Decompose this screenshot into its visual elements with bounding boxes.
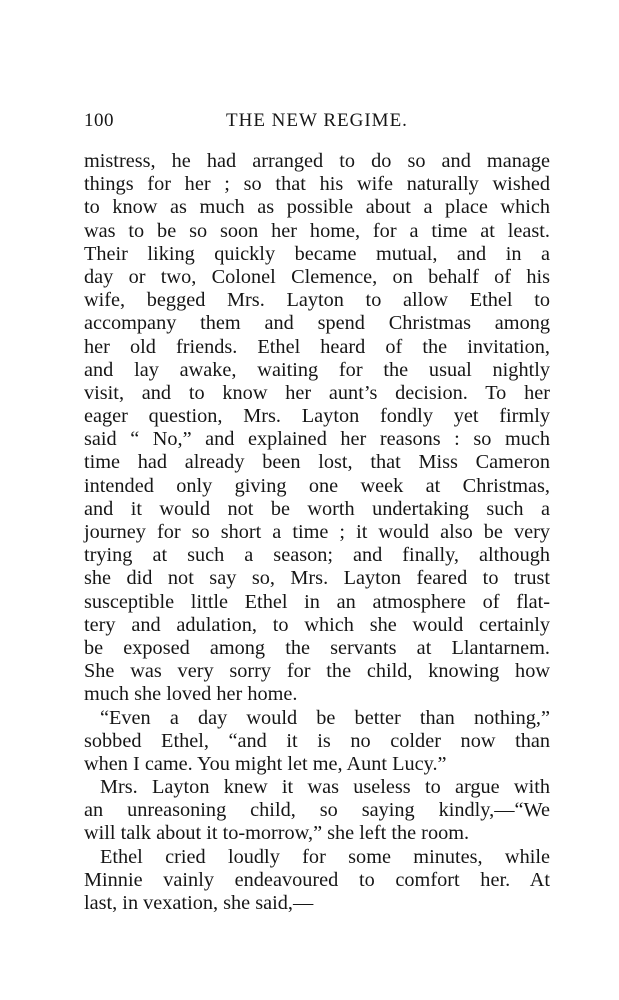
page-number: 100 <box>84 110 114 131</box>
text-line: was to be so soon her home, for a time at least. <box>84 219 550 242</box>
paragraph-end-line: last, in vexation, she said,— <box>84 892 314 914</box>
text-line: and it would not be worth undertaking such a <box>84 497 550 520</box>
text-line: journey for so short a time ; it would also be very <box>84 521 550 543</box>
text-line: visit, and to know her aunt’s decision. To her <box>84 381 550 404</box>
text-line: eager question, Mrs. Layton fondly yet firmly <box>84 405 550 428</box>
text-line: she did not say so, Mrs. Layton feared to trust <box>84 567 550 590</box>
text-line: be exposed among the servants at Llantarnem. <box>84 636 550 659</box>
body-text <box>84 150 550 915</box>
text-line: mistress, he had arranged to do so and manage <box>84 150 550 172</box>
text-line: to know as much as possible about a place which <box>84 196 550 219</box>
text-line: susceptible little Ethel in an atmosphere of flat- <box>84 590 550 613</box>
text-line: an unreasoning child, so saying kindly,—“We <box>84 799 550 822</box>
running-head <box>84 110 550 136</box>
text-line: Minnie vainly endeavoured to comfort her. At <box>84 868 550 891</box>
text-line: tery and adulation, to which she would certainly <box>84 613 550 636</box>
text-line: trying at such a season; and finally, although <box>84 544 550 567</box>
text-line: sobbed Ethel, “and it is no colder now than <box>84 729 550 752</box>
paragraph-end-line: will talk about it to-morrow,” she left the room. <box>84 822 470 845</box>
text-line: time had already been lost, that Miss Cameron <box>84 451 550 474</box>
text-line: “Even a day would be better than nothing,” <box>100 706 550 729</box>
text-line: wife, begged Mrs. Layton to allow Ethel to <box>84 289 550 312</box>
running-title: THE NEW REGIME. <box>226 110 408 131</box>
text-line: intended only giving one week at Christmas, <box>84 474 550 497</box>
text-line: Their liking quickly became mutual, and in a <box>84 242 550 265</box>
paragraph-end-line: much she loved her home. <box>84 683 298 706</box>
text-line: accompany them and spend Christmas among <box>84 312 550 335</box>
text-line: things for her ; so that his wife naturally wished <box>84 173 550 196</box>
text-line: her old friends. Ethel heard of the invitation, <box>84 335 550 358</box>
text-line: Ethel cried loudly for some minutes, while <box>100 845 550 868</box>
text-line: Mrs. Layton knew it was useless to argue with <box>100 776 550 799</box>
text-line: said “ No,” and explained her reasons : so much <box>84 428 550 451</box>
paragraph-end-line: when I came. You might let me, Aunt Lucy.” <box>84 752 447 775</box>
text-line: and lay awake, waiting for the usual nightly <box>84 358 550 381</box>
text-line: day or two, Colonel Clemence, on behalf of his <box>84 265 550 288</box>
text-line: She was very sorry for the child, knowing how <box>84 660 550 683</box>
